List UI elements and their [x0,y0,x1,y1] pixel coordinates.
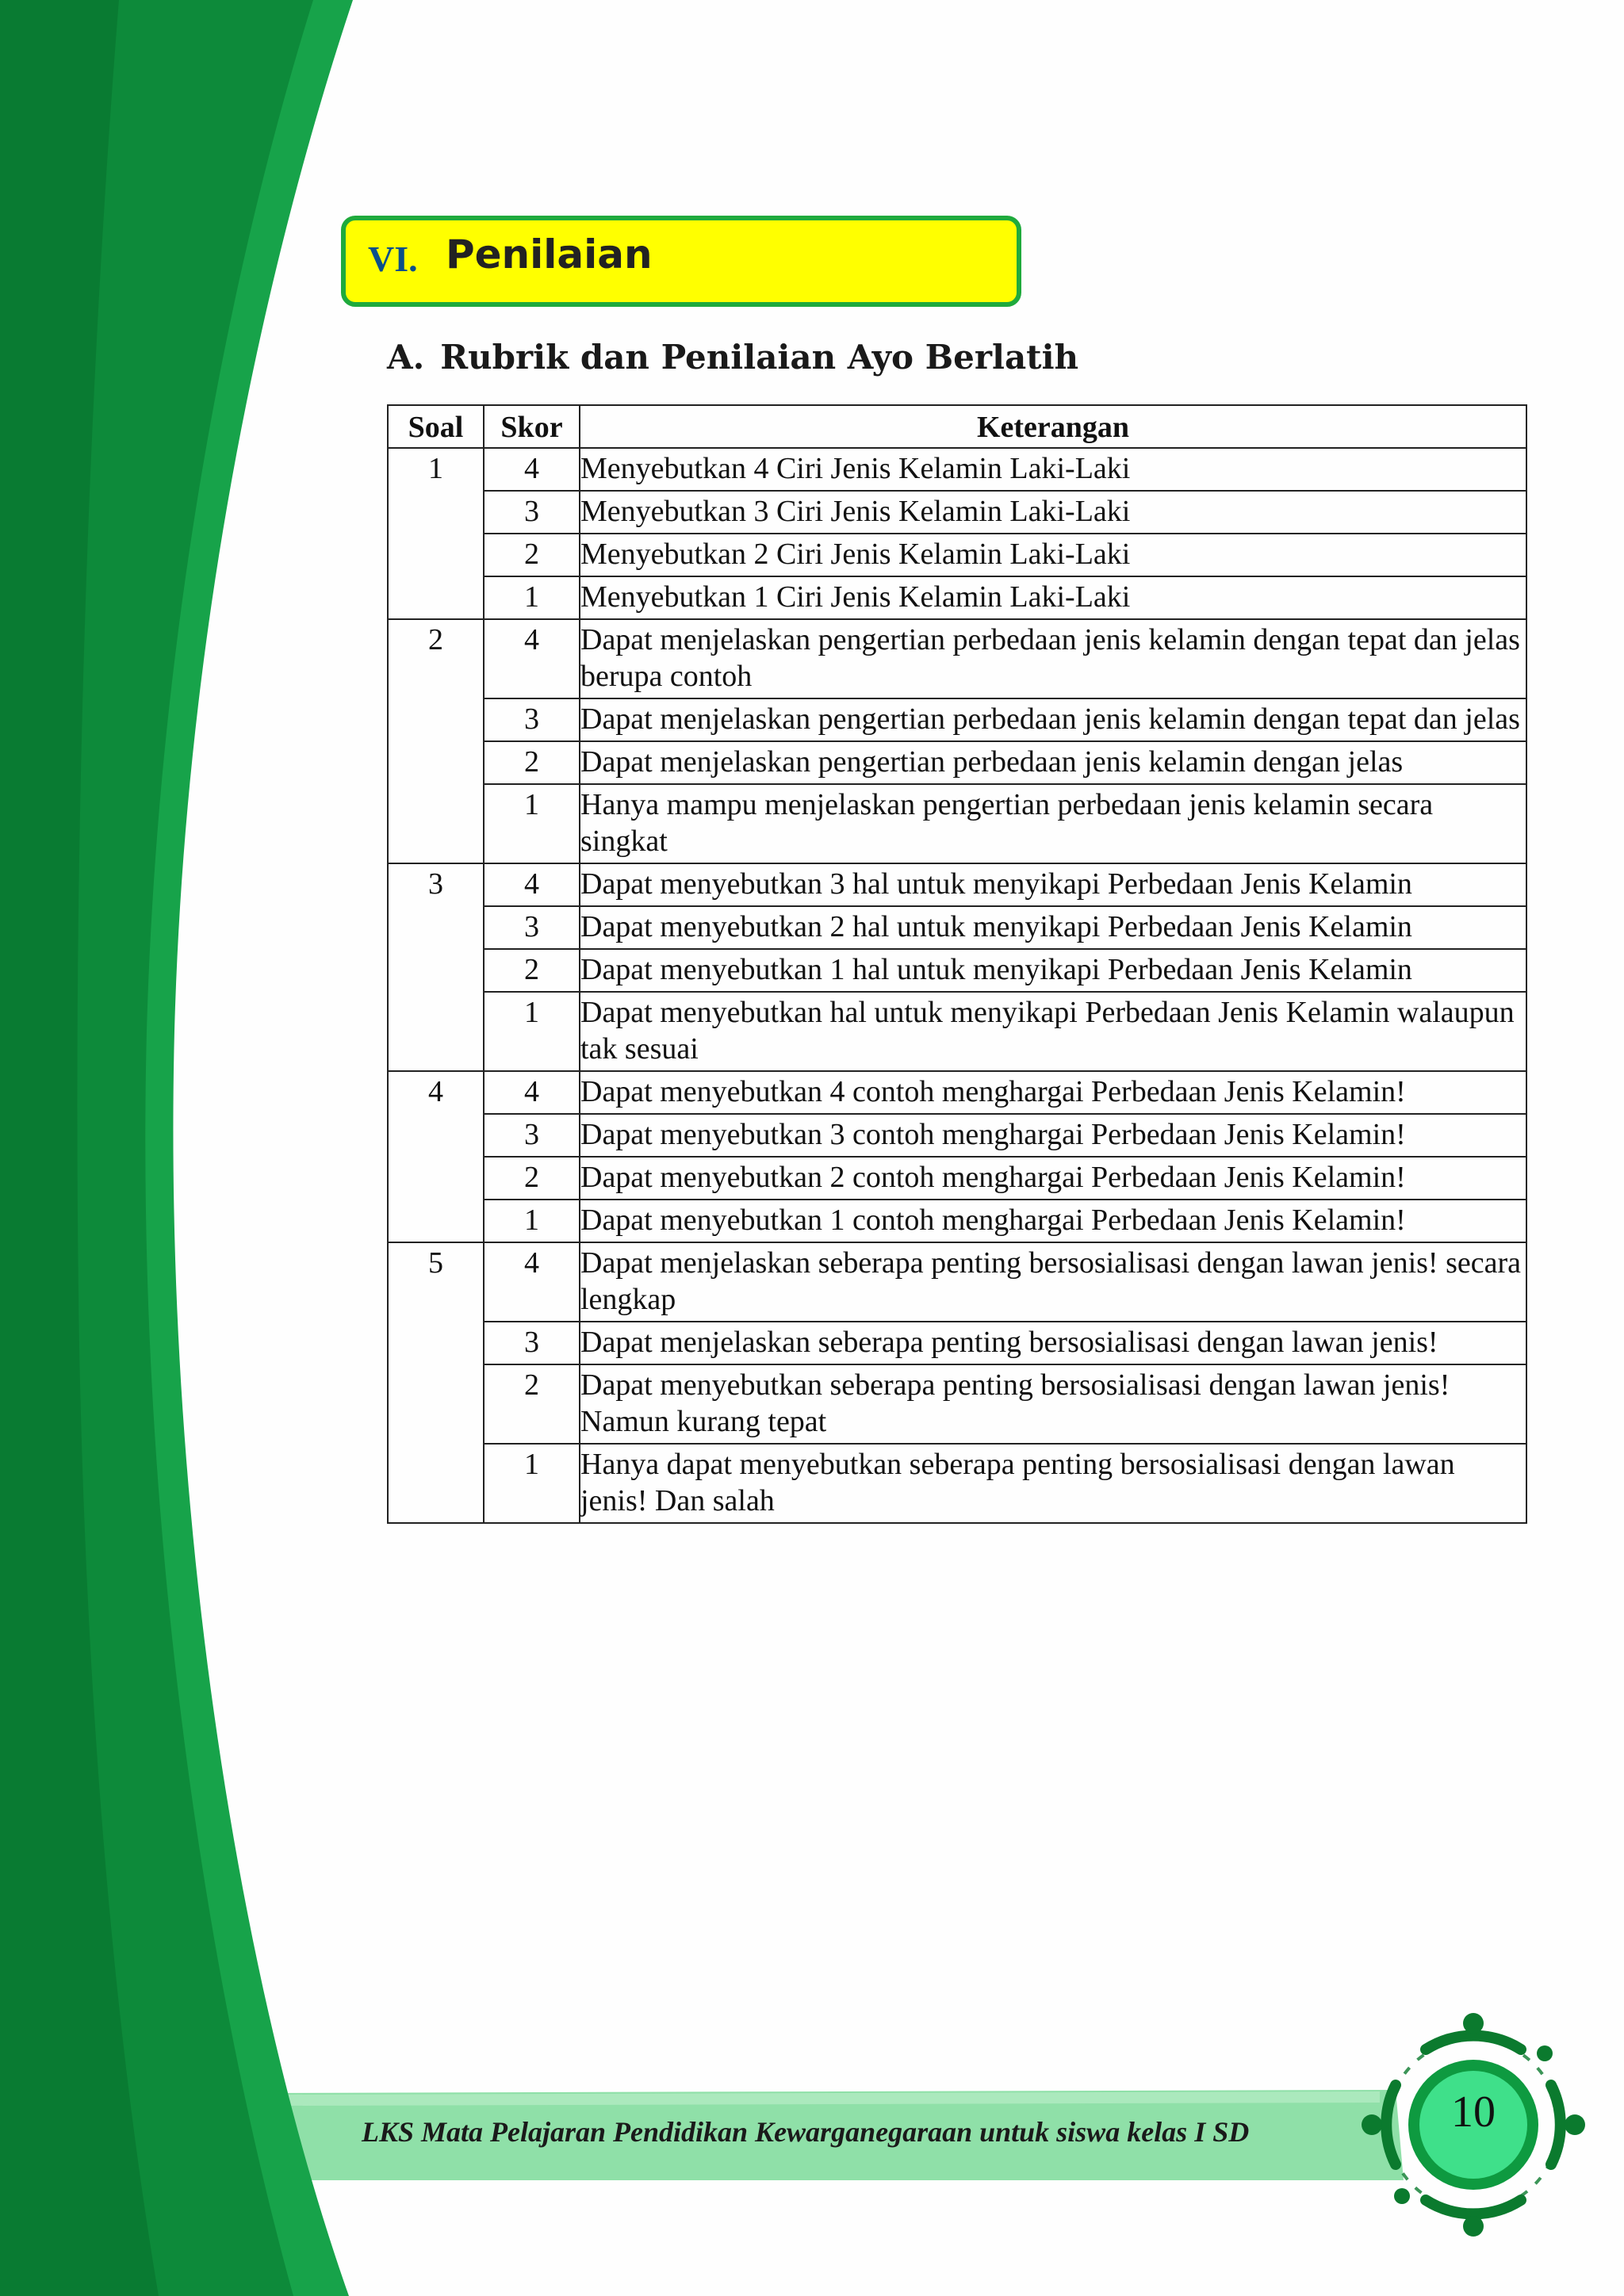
page-number: 10 [1451,2087,1496,2137]
keterangan-cell: Menyebutkan 1 Ciri Jenis Kelamin Laki-Laki [580,576,1526,619]
table-row [388,1114,1526,1157]
rubric-body [388,448,1526,1523]
section-number: VI. [368,239,418,279]
soal-cell: 5 [388,1242,484,1523]
skor-cell: 1 [484,992,580,1071]
section-title: Penilaian [446,232,653,277]
skor-cell: 2 [484,949,580,992]
table-row [388,784,1526,863]
skor-cell: 4 [484,448,580,491]
keterangan-cell: Menyebutkan 2 Ciri Jenis Kelamin Laki-Laki [580,534,1526,576]
soal-cell: 4 [388,1071,484,1242]
keterangan-cell: Dapat menjelaskan pengertian perbedaan jenis kelamin dengan tepat dan jelas berupa contoh [580,619,1526,698]
table-row [388,1071,1526,1114]
table-row [388,491,1526,534]
table-row [388,949,1526,992]
skor-cell: 1 [484,784,580,863]
table-row [388,741,1526,784]
table-row [388,448,1526,491]
subsection-label: A. [387,338,425,377]
table-row [388,1157,1526,1200]
table-row [388,534,1526,576]
table-row [388,619,1526,698]
table-header-row [388,405,1526,448]
skor-cell: 2 [484,741,580,784]
footer-text: LKS Mata Pelajaran Pendidikan Kewarganegaraan untuk siswa kelas I SD [362,2116,1250,2148]
keterangan-cell: Dapat menjelaskan seberapa penting bersosialisasi dengan lawan jenis! secara lengkap [580,1242,1526,1322]
keterangan-cell: Hanya dapat menyebutkan seberapa penting bersosialisasi dengan lawan jenis! Dan salah [580,1444,1526,1523]
table-row [388,1444,1526,1523]
keterangan-cell: Dapat menyebutkan 1 hal untuk menyikapi Perbedaan Jenis Kelamin [580,949,1526,992]
skor-cell: 1 [484,1200,580,1242]
keterangan-cell: Dapat menyebutkan 2 hal untuk menyikapi Perbedaan Jenis Kelamin [580,906,1526,949]
skor-cell: 2 [484,1157,580,1200]
soal-cell: 1 [388,448,484,619]
keterangan-cell: Dapat menyebutkan 2 contoh menghargai Perbedaan Jenis Kelamin! [580,1157,1526,1200]
keterangan-cell: Dapat menyebutkan 4 contoh menghargai Perbedaan Jenis Kelamin! [580,1071,1526,1114]
keterangan-cell: Dapat menyebutkan 3 hal untuk menyikapi Perbedaan Jenis Kelamin [580,863,1526,906]
skor-cell: 3 [484,906,580,949]
skor-cell: 1 [484,576,580,619]
section-header-box [341,216,1021,307]
skor-cell: 2 [484,534,580,576]
rubric-table [387,404,1527,1524]
skor-cell: 4 [484,1071,580,1114]
keterangan-cell: Hanya mampu menjelaskan pengertian perbedaan jenis kelamin secara singkat [580,784,1526,863]
header-soal: Soal [388,405,484,448]
keterangan-cell: Dapat menyebutkan hal untuk menyikapi Perbedaan Jenis Kelamin walaupun tak sesuai [580,992,1526,1071]
table-row [388,1364,1526,1444]
subsection-heading [387,338,1078,377]
skor-cell: 2 [484,1364,580,1444]
keterangan-cell: Dapat menjelaskan pengertian perbedaan jenis kelamin dengan jelas [580,741,1526,784]
soal-cell: 2 [388,619,484,863]
skor-cell: 4 [484,863,580,906]
table-row [388,863,1526,906]
table-row [388,906,1526,949]
keterangan-cell: Menyebutkan 3 Ciri Jenis Kelamin Laki-Laki [580,491,1526,534]
soal-cell: 3 [388,863,484,1071]
table-row [388,992,1526,1071]
skor-cell: 4 [484,1242,580,1322]
skor-cell: 3 [484,491,580,534]
keterangan-cell: Dapat menyebutkan 3 contoh menghargai Perbedaan Jenis Kelamin! [580,1114,1526,1157]
subsection-title: Rubrik dan Penilaian Ayo Berlatih [440,338,1079,377]
skor-cell: 3 [484,1114,580,1157]
keterangan-cell: Dapat menyebutkan seberapa penting bersosialisasi dengan lawan jenis! Namun kurang tepat [580,1364,1526,1444]
skor-cell: 1 [484,1444,580,1523]
table-row [388,1200,1526,1242]
skor-cell: 3 [484,1322,580,1364]
header-keterangan: Keterangan [580,405,1526,448]
skor-cell: 4 [484,619,580,698]
keterangan-cell: Menyebutkan 4 Ciri Jenis Kelamin Laki-Laki [580,448,1526,491]
keterangan-cell: Dapat menjelaskan seberapa penting bersosialisasi dengan lawan jenis! [580,1322,1526,1364]
keterangan-cell: Dapat menyebutkan 1 contoh menghargai Perbedaan Jenis Kelamin! [580,1200,1526,1242]
keterangan-cell: Dapat menjelaskan pengertian perbedaan jenis kelamin dengan tepat dan jelas [580,698,1526,741]
table-row [388,698,1526,741]
header-skor: Skor [484,405,580,448]
table-row [388,576,1526,619]
table-row [388,1322,1526,1364]
skor-cell: 3 [484,698,580,741]
table-row [388,1242,1526,1322]
